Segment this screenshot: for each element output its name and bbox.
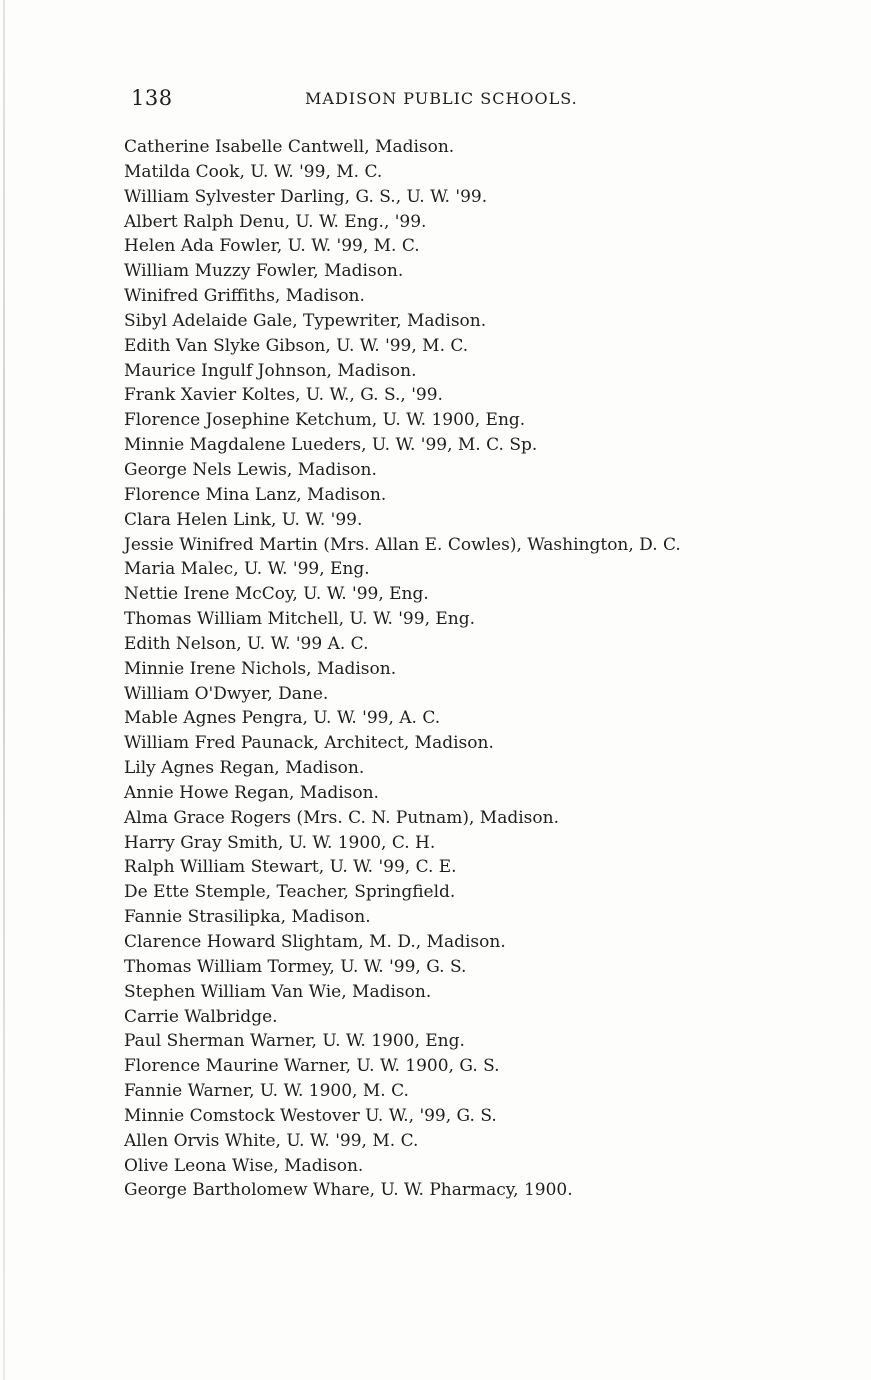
list-item: Alma Grace Rogers (Mrs. C. N. Putnam), Madison. — [124, 807, 559, 828]
list-item: Clara Helen Link, U. W. '99. — [124, 509, 363, 530]
list-item: William Sylvester Darling, G. S., U. W. '99. — [124, 186, 488, 207]
list-item: Sibyl Adelaide Gale, Typewriter, Madison. — [124, 310, 487, 331]
list-item: Florence Maurine Warner, U. W. 1900, G. S. — [124, 1056, 500, 1077]
list-item: Annie Howe Regan, Madison. — [124, 782, 379, 803]
list-item: Edith Nelson, U. W. '99 A. C. — [124, 633, 369, 654]
list-item: Maria Malec, U. W. '99, Eng. — [124, 559, 370, 580]
list-item: Albert Ralph Denu, U. W. Eng., '99. — [124, 211, 427, 232]
list-item: Olive Leona Wise, Madison. — [124, 1155, 364, 1176]
list-item: Clarence Howard Slightam, M. D., Madison. — [124, 932, 506, 952]
list-item: Minnie Comstock Westover U. W., '99, G. S. — [124, 1105, 497, 1126]
list-item: William O'Dwyer, Dane. — [124, 683, 329, 704]
graduate-list — [124, 135, 844, 1203]
list-item: Minnie Irene Nichols, Madison. — [124, 658, 397, 679]
list-item: George Nels Lewis, Madison. — [124, 459, 377, 480]
list-item: Florence Josephine Ketchum, U. W. 1900, Eng. — [124, 410, 526, 431]
list-item: William Fred Paunack, Architect, Madison. — [124, 733, 494, 754]
list-item: Maurice Ingulf Johnson, Madison. — [124, 360, 417, 381]
list-item: Stephen William Van Wie, Madison. — [124, 981, 432, 1002]
list-item: Thomas William Tormey, U. W. '99, G. S. — [124, 956, 467, 977]
list-item: George Bartholomew Whare, U. W. Pharmacy, 1900. — [124, 1180, 573, 1201]
list-item: Fannie Warner, U. W. 1900, M. C. — [124, 1081, 409, 1102]
list-item: Lily Agnes Regan, Madison. — [124, 758, 365, 779]
list-item: Helen Ada Fowler, U. W. '99, M. C. — [124, 236, 420, 257]
page-binding-edge — [3, 0, 5, 1380]
list-item: Catherine Isabelle Cantwell, Madison. — [124, 137, 455, 157]
list-item: Florence Mina Lanz, Madison. — [124, 484, 387, 505]
list-item: Frank Xavier Koltes, U. W., G. S., '99. — [124, 385, 443, 406]
list-item: Harry Gray Smith, U. W. 1900, C. H. — [124, 832, 436, 853]
list-item: William Muzzy Fowler, Madison. — [124, 261, 404, 282]
page-number: 138 — [131, 86, 173, 110]
list-item: Thomas William Mitchell, U. W. '99, Eng. — [124, 609, 476, 630]
list-item: Winifred Griffiths, Madison. — [124, 286, 365, 307]
list-item: Allen Orvis White, U. W. '99, M. C. — [124, 1130, 419, 1151]
list-item: Carrie Walbridge. — [124, 1006, 278, 1027]
list-item: Edith Van Slyke Gibson, U. W. '99, M. C. — [124, 335, 469, 356]
running-head: MADISON PUBLIC SCHOOLS. — [305, 89, 578, 108]
list-item: Mable Agnes Pengra, U. W. '99, A. C. — [124, 708, 441, 729]
list-item: Paul Sherman Warner, U. W. 1900, Eng. — [124, 1031, 465, 1052]
list-item: Nettie Irene McCoy, U. W. '99, Eng. — [124, 584, 429, 605]
list-item: Minnie Magdalene Lueders, U. W. '99, M. C. Sp. — [124, 435, 538, 456]
list-item: De Ette Stemple, Teacher, Springfield. — [124, 882, 456, 903]
list-item: Jessie Winifred Martin (Mrs. Allan E. Cowles), Washington, D. C. — [124, 534, 681, 555]
list-item: Fannie Strasilipka, Madison. — [124, 907, 371, 928]
list-item: Ralph William Stewart, U. W. '99, C. E. — [124, 857, 457, 878]
list-item: Matilda Cook, U. W. '99, M. C. — [124, 161, 383, 182]
